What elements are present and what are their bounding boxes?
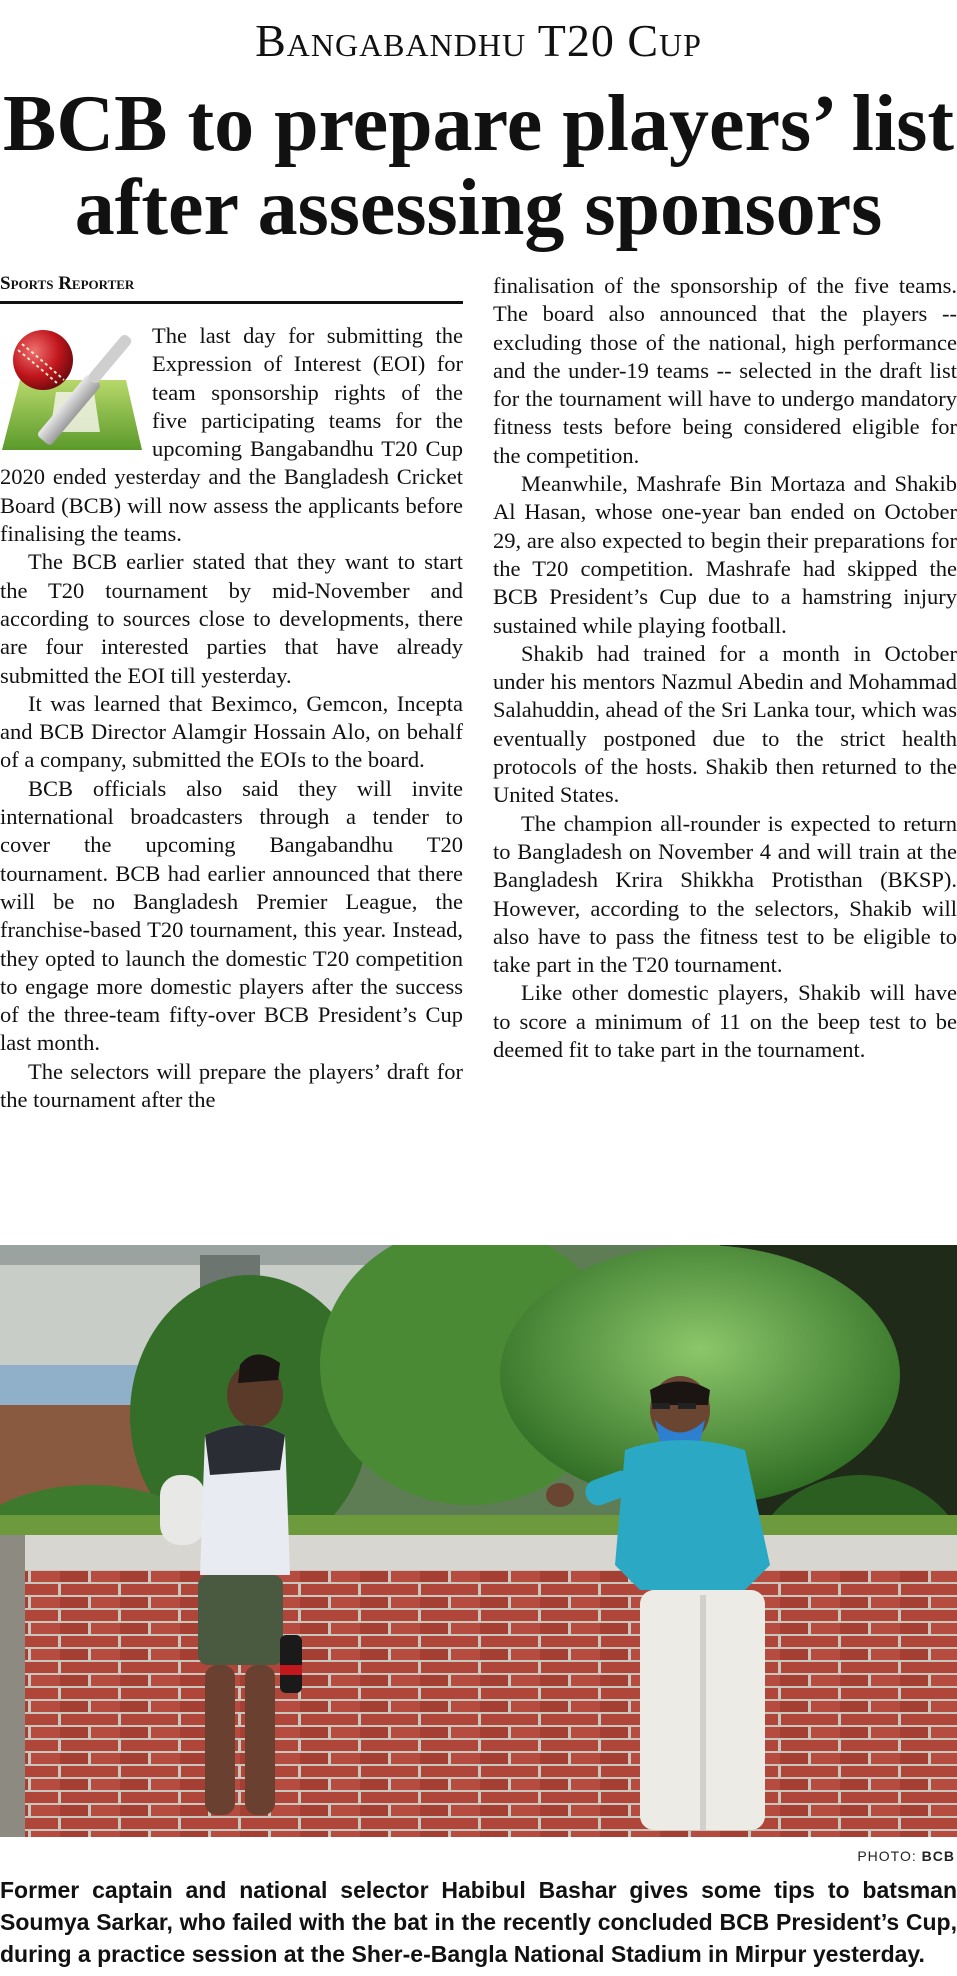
paragraph: The selectors will prepare the players’ draft for the tournament after the — [0, 1058, 463, 1113]
paragraph: BCB officials also said they will invite international broadcasters through a tender to cover the upcoming Bangabandhu T20 tournament. BCB had earlier announced that there will be no Bangladesh Premier League, the franchise-based T20 tournament, this year. Instead, they opted to launch the domestic T20 competition to engage more domestic players after the success of the three-team fifty-over BCB President’s Cup last month. — [0, 775, 463, 1056]
photo-credit — [857, 1848, 955, 1864]
paragraph: Meanwhile, Mashrafe Bin Mortaza and Shakib Al Hasan, whose one-year ban ended on October 29, are also expected to begin their preparations for the T20 competition. Mashrafe had skipped the BCB President’s Cup due to a hamstring injury sustained while playing football. — [493, 471, 957, 638]
paragraph: Shakib had trained for a month in October under his mentors Nazmul Abedin and Mohammad Salahuddin, ahead of the Sri Lanka tour, which was eventually postponed due to the strict health protocols of the hosts. Shakib then returned to the United States. — [493, 640, 957, 808]
photo-credit-label: PHOTO: — [857, 1848, 917, 1864]
paragraph: The BCB earlier stated that they want to start the T20 tournament by mid-November and according to sources close to developments, there are four interested parties that have already submitted the EOI till yesterday. — [0, 549, 463, 688]
news-photo — [0, 1245, 957, 1837]
paragraph: Like other domestic players, Shakib will have to score a minimum of 11 on the beep test to be deemed fit to take part in the tournament. — [493, 980, 957, 1063]
paragraph: finalisation of the sponsorship of the five teams. The board also announced that the players -- excluding those of the national, high performance and the under-19 teams -- selected in the draft list for the tournament will have to undergo mandatory fitness tests before being considered eligible for the competition. — [493, 273, 957, 468]
headline-line-1: BCB to prepare players’ list — [2, 80, 955, 168]
paragraph: The last day for submitting the Expression of Interest (EOI) for team sponsorship rights of the five participating teams for the upcoming Bangabandhu T20 Cup 2020 ended yesterday and the Bangladesh Cricket Board (BCB) will now assess the applicants before finalising the teams. — [0, 323, 463, 547]
paragraph: The champion all-rounder is expected to return to Bangladesh on November 4 and will train at the Bangladesh Krira Shikkha Protisthan (BKSP). However, according to the selectors, Shakib will also have to pass the fitness test to be eligible to take part in the T20 tournament. — [493, 810, 957, 978]
byline: Sports Reporter — [0, 273, 463, 304]
paragraph: It was learned that Beximco, Gemcon, Incepta and BCB Director Alamgir Hossain Alo, on behalf of a company, submitted the EOIs to the board. — [0, 690, 463, 773]
headline-line-2: after assessing sponsors — [74, 164, 883, 252]
photo-credit-source: BCB — [921, 1848, 955, 1864]
headline — [0, 82, 957, 250]
article-column-2 — [493, 272, 957, 1064]
cricket-icon — [0, 322, 142, 452]
kicker: Bangabandhu T20 Cup — [255, 15, 702, 66]
photo-caption: Former captain and national selector Habibul Bashar gives some tips to batsman Soumya Sarkar, who failed with the bat in the recently concluded BCB President’s Cup, during a practice session at the Sher-e-Bangla National Stadium in Mirpur yesterday. — [0, 1877, 957, 1967]
article-column-1 — [0, 322, 463, 1114]
